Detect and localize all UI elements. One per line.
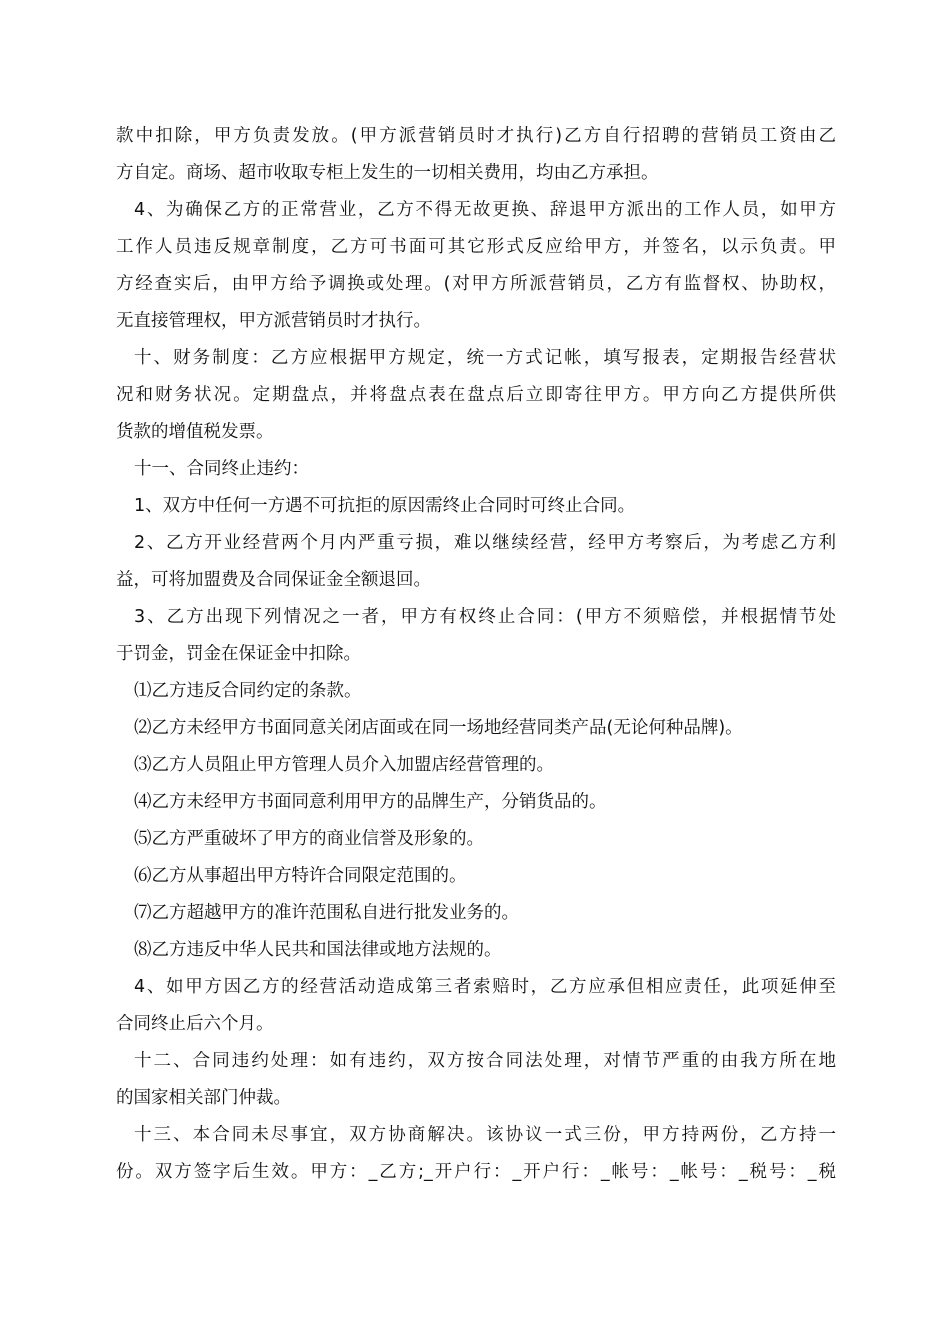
list-item: ⑷乙方未经甲方书面同意利用甲方的品牌生产，分销货品的。 [134, 792, 607, 812]
text-line: 份。双方签字后生效。甲方：_乙方;_开户行：_开户行：_帐号：_帐号：_税号：_税 [116, 1162, 836, 1182]
text-line: 4、如甲方因乙方的经营活动造成第三者索赔时，乙方应承但相应责任，此项延伸至 [134, 977, 836, 997]
text-line: 于罚金，罚金在保证金中扣除。 [116, 644, 361, 664]
text-line: 工作人员违反规章制度，乙方可书面可其它形式反应给甲方，并签名，以示负责。甲 [116, 237, 836, 257]
text-line: 方自定。商场、超市收取专柜上发生的一切相关费用，均由乙方承担。 [116, 163, 659, 183]
text-line: 况和财务状况。定期盘点，并将盘点表在盘点后立即寄往甲方。甲方向乙方提供所供 [116, 385, 836, 405]
list-item: ⑹乙方从事超出甲方特许合同限定范围的。 [134, 866, 467, 886]
section-heading: 十一、合同终止违约： [134, 459, 309, 479]
text-line: 十、财务制度：乙方应根据甲方规定，统一方式记帐，填写报表，定期报告经营状 [134, 348, 836, 368]
text-line: 无直接管理权，甲方派营销员时才执行。 [116, 311, 431, 331]
list-item: ⑻乙方违反中华人民共和国法律或地方法规的。 [134, 940, 502, 960]
text-line: 益，可将加盟费及合同保证金全额退回。 [116, 570, 431, 590]
text-line: 货款的增值税发票。 [116, 422, 274, 442]
text-line: 合同终止后六个月。 [116, 1014, 274, 1034]
list-item: ⑵乙方未经甲方书面同意关闭店面或在同一场地经营同类产品(无论何种品牌)。 [134, 718, 743, 738]
text-line: 2、乙方开业经营两个月内严重亏损，难以继续经营，经甲方考察后，为考虑乙方利 [134, 533, 836, 553]
text-line: 1、双方中任何一方遇不可抗拒的原因需终止合同时可终止合同。 [134, 496, 636, 516]
list-item: ⑴乙方违反合同约定的条款。 [134, 681, 362, 701]
text-line: 款中扣除，甲方负责发放。(甲方派营销员时才执行)乙方自行招聘的营销员工资由乙 [116, 126, 836, 146]
text-line: 的国家相关部门仲裁。 [116, 1088, 291, 1108]
text-line: 十三、本合同未尽事宜，双方协商解决。该协议一式三份，甲方持两份，乙方持一 [134, 1125, 836, 1145]
text-line: 4、为确保乙方的正常营业，乙方不得无故更换、辞退甲方派出的工作人员，如甲方 [134, 200, 836, 220]
text-line: 十二、合同违约处理：如有违约，双方按合同法处理，对情节严重的由我方所在地 [134, 1051, 836, 1071]
document-body [116, 118, 836, 1191]
list-item: ⑺乙方超越甲方的准许范围私自进行批发业务的。 [134, 903, 519, 923]
list-item: ⑶乙方人员阻止甲方管理人员介入加盟店经营管理的。 [134, 755, 554, 775]
text-line: 3、乙方出现下列情况之一者，甲方有权终止合同：(甲方不须赔偿，并根据情节处 [134, 607, 836, 627]
list-item: ⑸乙方严重破坏了甲方的商业信誉及形象的。 [134, 829, 484, 849]
text-line: 方经查实后，由甲方给予调换或处理。(对甲方所派营销员，乙方有监督权、协助权， [116, 274, 836, 294]
